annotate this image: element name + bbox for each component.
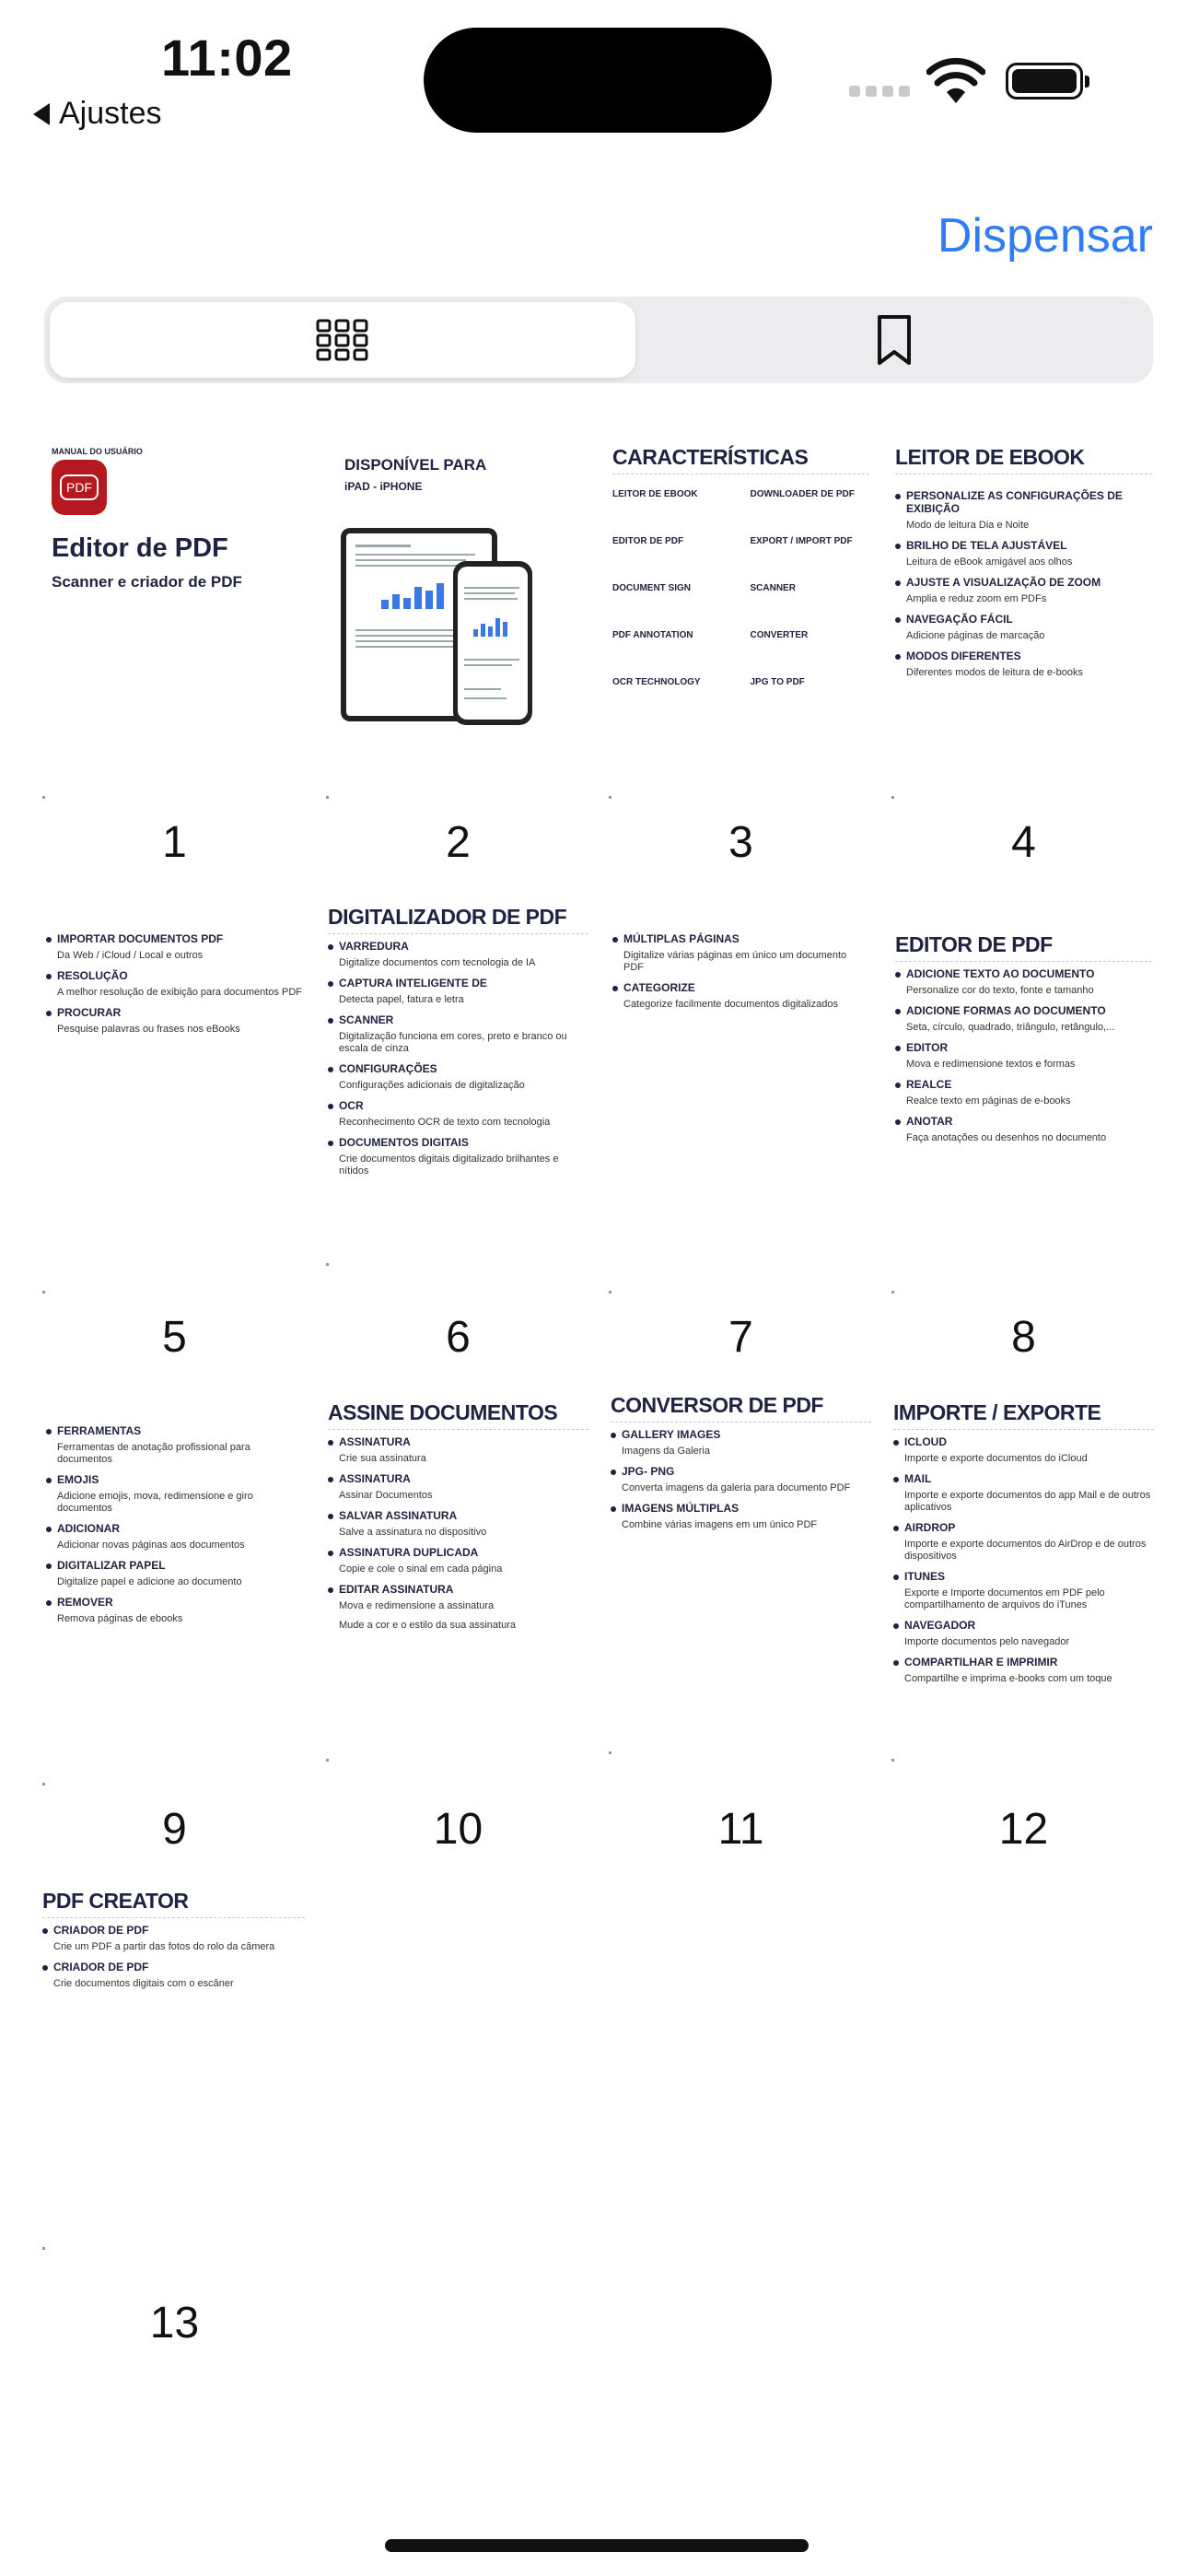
- bullet-item: [611, 1502, 871, 1515]
- bullet-heading: COMPARTILHAR E IMPRIMIR: [904, 1656, 1058, 1669]
- bullet-heading: ASSINATURA DUPLICADA: [339, 1546, 479, 1559]
- bullet-item: [612, 981, 869, 994]
- bullet-heading: PROCURAR: [57, 1006, 122, 1019]
- page-title: CARACTERÍSTICAS: [612, 445, 869, 474]
- bullet-text: Detecta papel, fatura e letra: [339, 994, 464, 1005]
- page-thumbnail-2[interactable]: [317, 438, 600, 867]
- page-thumbnail-9[interactable]: [33, 1424, 316, 1854]
- page-number: 6: [446, 1313, 471, 1362]
- bullet-text: Configurações adicionais de digitalização: [339, 1080, 525, 1091]
- bullet-heading: JPG- PNG: [622, 1465, 675, 1478]
- bullet-heading: IMPORTAR DOCUMENTOS PDF: [57, 932, 224, 945]
- bullet-item: [611, 1465, 871, 1478]
- bullet-text: Crie um PDF a partir das fotos do rolo da câmera: [53, 1941, 275, 1952]
- page-title: CONVERSOR DE PDF: [611, 1393, 871, 1423]
- bullet-item: [328, 1435, 588, 1448]
- page-number: 5: [162, 1313, 187, 1362]
- bullet-item: [46, 1473, 303, 1486]
- bullet-heading: RESOLUÇÃO: [57, 969, 128, 982]
- bookmark-icon: [876, 313, 913, 367]
- bullet-heading: SALVAR ASSINATURA: [339, 1509, 458, 1522]
- bullet-text: Realce texto em páginas de e-books: [906, 1095, 1071, 1107]
- page-thumbnail-3[interactable]: [600, 438, 882, 867]
- page-title: PDF CREATOR: [42, 1889, 305, 1918]
- bullet-heading: SCANNER: [339, 1013, 394, 1026]
- page-number: 13: [149, 2299, 200, 2348]
- home-indicator[interactable]: [385, 2539, 809, 2552]
- bullet-heading: BRILHO DE TELA AJUSTÁVEL: [906, 539, 1067, 552]
- bullet-heading: ITUNES: [904, 1570, 946, 1583]
- page-thumbnail-5[interactable]: [33, 932, 316, 1362]
- bullet-heading: AIRDROP: [904, 1521, 956, 1534]
- bullet-heading: NAVEGAÇÃO FÁCIL: [906, 613, 1013, 626]
- bullet-text: Adicionar novas páginas aos documentos: [57, 1540, 245, 1551]
- bullet-text: Seta, círculo, quadrado, triângulo, retângulo,...: [906, 1022, 1115, 1033]
- grid-view-tab[interactable]: [50, 302, 635, 378]
- bullet-item: [895, 1041, 1152, 1054]
- bullet-item: [46, 1006, 303, 1019]
- bullet-item: [328, 1099, 588, 1112]
- bullet-text: Adicione emojis, mova, redimensione e giro documentos: [57, 1491, 253, 1514]
- pdf-app-logo: [52, 460, 107, 515]
- cover-subtitle: Scanner e criador de PDF: [52, 573, 242, 591]
- bullet-item: [328, 1472, 588, 1485]
- page-number: 7: [728, 1313, 753, 1362]
- page-preview: [317, 905, 600, 1273]
- page-preview: [33, 1424, 316, 1793]
- grid-icon: [316, 319, 369, 361]
- bullet-heading: ASSINATURA: [339, 1472, 411, 1485]
- bullet-item: [46, 969, 303, 982]
- page-number: 8: [1011, 1313, 1036, 1362]
- back-label: Ajustes: [59, 96, 162, 131]
- bullet-item: [46, 1596, 303, 1609]
- bullet-heading: PERSONALIZE AS CONFIGURAÇÕES DE EXIBIÇÃO: [906, 489, 1123, 515]
- bullet-text: Importe e exporte documentos do app Mail e de outros aplicativos: [904, 1490, 1151, 1513]
- page-thumbnail-8[interactable]: [882, 932, 1165, 1362]
- bullet-heading: NAVEGADOR: [904, 1619, 976, 1632]
- dismiss-button[interactable]: Dispensar: [937, 209, 1153, 263]
- bullet-text: Imagens da Galeria: [622, 1446, 710, 1457]
- bullet-text: Categorize facilmente documentos digitalizados: [623, 999, 838, 1010]
- page-thumbnail-1[interactable]: [33, 438, 316, 867]
- bullet-item: [46, 932, 303, 945]
- bullet-text: Digitalização funciona em cores, preto e branco ou escala de cinza: [339, 1031, 567, 1054]
- bullet-heading: DOCUMENTOS DIGITAIS: [339, 1136, 469, 1149]
- page-thumbnail-4[interactable]: [882, 438, 1165, 867]
- bullet-heading: MAIL: [904, 1472, 932, 1485]
- bullet-text: A melhor resolução de exibição para documentos PDF: [57, 987, 302, 998]
- page-title: IMPORTE / EXPORTE: [893, 1400, 1154, 1430]
- bullet-item: [328, 1013, 588, 1026]
- page-preview: [600, 932, 882, 1301]
- feature-label: EXPORT / IMPORT PDF: [750, 536, 853, 546]
- feature-label: PDF ANNOTATION: [612, 630, 693, 640]
- page-preview: [317, 1400, 600, 1769]
- bullet-text: Digitalize várias páginas em único um documento PDF: [623, 950, 847, 973]
- bullet-item: [42, 1924, 305, 1937]
- page-thumbnail-6[interactable]: [317, 905, 600, 1362]
- page-number: 2: [446, 818, 471, 867]
- bullet-text: Adicione páginas de marcação: [906, 630, 1045, 641]
- dynamic-island: [424, 28, 772, 133]
- bullet-text: Crie documentos digitais com o escâner: [53, 1978, 234, 1989]
- bullet-text: Assinar Documentos: [339, 1490, 433, 1501]
- bullet-item: [46, 1424, 303, 1437]
- bullet-text: Mova e redimensione textos e formas: [906, 1059, 1076, 1070]
- bullet-text: Digitalize papel e adicione ao documento: [57, 1576, 242, 1587]
- bullet-item: [328, 1546, 588, 1559]
- bullet-item: [328, 1583, 588, 1596]
- page-preview: [600, 1393, 882, 1762]
- page-title: DISPONÍVEL PARA: [344, 456, 487, 474]
- bullet-item: [328, 1062, 588, 1075]
- page-preview: [33, 1889, 316, 2257]
- bullet-item: [895, 1115, 1152, 1128]
- bullet-text: Copie e cole o sinal em cada página: [339, 1563, 503, 1575]
- devices-illustration: [335, 521, 575, 732]
- page-thumbnail-10[interactable]: [317, 1400, 600, 1854]
- bullet-heading: EDITAR ASSINATURA: [339, 1583, 454, 1596]
- bullet-heading: REALCE: [906, 1078, 952, 1091]
- back-to-settings-link[interactable]: [33, 96, 162, 132]
- page-number: 9: [162, 1805, 187, 1854]
- page-thumbnail-12[interactable]: [882, 1400, 1165, 1854]
- bullet-heading: DIGITALIZAR PAPEL: [57, 1559, 166, 1572]
- bullet-heading: CONFIGURAÇÕES: [339, 1062, 437, 1075]
- bullet-text: Salve a assinatura no dispositivo: [339, 1527, 487, 1538]
- bullet-heading: EDITOR: [906, 1041, 949, 1054]
- feature-label: LEITOR DE EBOOK: [612, 489, 698, 499]
- page-title: ASSINE DOCUMENTOS: [328, 1400, 588, 1430]
- bullet-item: [895, 650, 1152, 662]
- bullet-heading: MÚLTIPLAS PÁGINAS: [623, 932, 740, 945]
- bullet-text: Importe e exporte documentos do iCloud: [904, 1453, 1088, 1464]
- bullet-heading: ASSINATURA: [339, 1435, 411, 1448]
- bullet-heading: CRIADOR DE PDF: [53, 1924, 149, 1937]
- bullet-heading: EMOJIS: [57, 1473, 99, 1486]
- bullet-heading: ADICIONAR: [57, 1522, 120, 1535]
- bullet-item: [895, 967, 1152, 980]
- wifi-icon: [926, 57, 985, 105]
- bullet-heading: MODOS DIFERENTES: [906, 650, 1021, 662]
- bullet-text: Combine várias imagens em um único PDF: [622, 1519, 818, 1530]
- bullet-item: [895, 576, 1152, 589]
- page-subtitle: iPAD - iPHONE: [344, 480, 423, 493]
- bullet-item: [893, 1435, 1154, 1448]
- bullet-heading: ANOTAR: [906, 1115, 953, 1128]
- bullet-text: Compartilhe e imprima e-books com um toque: [904, 1673, 1112, 1684]
- bullet-text: Faça anotações ou desenhos no documento: [906, 1132, 1107, 1143]
- bullet-item: [42, 1961, 305, 1973]
- page-number: 11: [717, 1805, 764, 1854]
- bullet-text: Mova e redimensione a assinatura: [339, 1600, 495, 1611]
- page-thumbnail-11[interactable]: [600, 1393, 882, 1854]
- page-number: 1: [162, 818, 187, 867]
- bullet-heading: GALLERY IMAGES: [622, 1428, 721, 1441]
- bullet-item: [328, 977, 588, 989]
- page-thumbnail-7[interactable]: [600, 932, 882, 1362]
- page-thumbnail-13[interactable]: [33, 1889, 316, 2348]
- feature-label: JPG TO PDF: [750, 677, 805, 687]
- bullet-item: [895, 1004, 1152, 1017]
- page-number: 10: [433, 1805, 483, 1854]
- bullet-heading: VARREDURA: [339, 940, 409, 953]
- bullet-heading: ADICIONE FORMAS AO DOCUMENTO: [906, 1004, 1106, 1017]
- page-preview: [317, 438, 600, 806]
- bullet-text: Converta imagens da galeria para documento PDF: [622, 1482, 851, 1493]
- bullet-item: [611, 1428, 871, 1441]
- bullet-item: [328, 1509, 588, 1522]
- bullet-item: [612, 932, 869, 945]
- page-preview: [882, 932, 1165, 1301]
- bullet-heading: CAPTURA INTELIGENTE DE: [339, 977, 487, 989]
- bullet-text: Diferentes modos de leitura de e-books: [906, 667, 1083, 678]
- bullet-text: Crie sua assinatura: [339, 1453, 426, 1464]
- bullet-text: Reconhecimento OCR de texto com tecnologia: [339, 1117, 551, 1128]
- bullet-heading: ADICIONE TEXTO AO DOCUMENTO: [906, 967, 1095, 980]
- bullet-text: Ferramentas de anotação profissional para documentos: [57, 1442, 250, 1465]
- page-number: 4: [1011, 818, 1036, 867]
- feature-label: DOWNLOADER DE PDF: [750, 489, 855, 499]
- back-arrow-icon: [33, 103, 50, 125]
- bullet-text: Pesquise palavras ou frases nos eBooks: [57, 1024, 240, 1035]
- bullet-heading: REMOVER: [57, 1596, 113, 1609]
- bullet-item: [46, 1559, 303, 1572]
- bullet-item: [895, 1078, 1152, 1091]
- bullet-heading: IMAGENS MÚLTIPLAS: [622, 1502, 740, 1515]
- status-time: 11:02: [161, 29, 293, 87]
- bullet-item: [893, 1656, 1154, 1669]
- bullet-heading: ICLOUD: [904, 1435, 947, 1448]
- bullet-heading: OCR: [339, 1099, 364, 1112]
- bullet-item: [895, 613, 1152, 626]
- bullet-heading: AJUSTE A VISUALIZAÇÃO DE ZOOM: [906, 576, 1101, 589]
- page-preview: [33, 932, 316, 1301]
- bullet-text: Modo de leitura Dia e Noite: [906, 520, 1030, 531]
- bullet-item: [893, 1619, 1154, 1632]
- page-title: LEITOR DE EBOOK: [895, 445, 1152, 474]
- cover-title: Editor de PDF: [52, 533, 228, 563]
- page-title: EDITOR DE PDF: [895, 932, 1152, 962]
- cellular-signal-icon: [849, 86, 910, 97]
- feature-label: SCANNER: [750, 583, 796, 593]
- bullet-item: [895, 489, 1152, 515]
- page-preview: [33, 438, 316, 806]
- battery-icon: [1006, 63, 1083, 100]
- bullet-item: [893, 1521, 1154, 1534]
- bullet-text: Remova páginas de ebooks: [57, 1613, 183, 1624]
- manual-label: MANUAL DO USUÁRIO: [52, 447, 143, 456]
- bullet-item: [328, 1136, 588, 1149]
- bullet-heading: FERRAMENTAS: [57, 1424, 142, 1437]
- bullet-text: Da Web / iCloud / Local e outros: [57, 950, 204, 961]
- bullet-heading: CRIADOR DE PDF: [53, 1961, 149, 1973]
- bullet-item: [895, 539, 1152, 552]
- bullet-item: [46, 1522, 303, 1535]
- view-segmented-control: [44, 297, 1153, 383]
- bullet-text: Crie documentos digitais digitalizado brilhantes e nítidos: [339, 1153, 559, 1177]
- feature-label: EDITOR DE PDF: [612, 536, 684, 546]
- page-title: DIGITALIZADOR DE PDF: [328, 905, 588, 934]
- bullet-item: [328, 940, 588, 953]
- bullet-text: Importe documentos pelo navegador: [904, 1636, 1070, 1647]
- bullet-heading: CATEGORIZE: [623, 981, 695, 994]
- bullet-text: Personalize cor do texto, fonte e tamanho: [906, 985, 1094, 996]
- page-number: 12: [998, 1805, 1049, 1854]
- features-grid: [612, 489, 869, 687]
- page-preview: [600, 438, 882, 806]
- bullet-text: Leitura de eBook amigável aos olhos: [906, 556, 1073, 568]
- bullet-text: Digitalize documentos com tecnologia de IA: [339, 957, 536, 968]
- page-preview: [882, 438, 1165, 806]
- bullet-text: Amplia e reduz zoom em PDFs: [906, 593, 1047, 604]
- bullet-text: Importe e exporte documentos do AirDrop e de outros dispositivos: [904, 1539, 1147, 1562]
- feature-label: CONVERTER: [750, 630, 809, 640]
- bookmarks-tab[interactable]: [641, 302, 1147, 378]
- pdf-logo-text: PDF: [60, 474, 99, 500]
- feature-label: OCR TECHNOLOGY: [612, 677, 701, 687]
- bullet-item: [893, 1472, 1154, 1485]
- bullet-item: [893, 1570, 1154, 1583]
- bullet-text: Mude a cor e o estilo da sua assinatura: [339, 1620, 517, 1631]
- page-number: 3: [728, 818, 753, 867]
- page-preview: [882, 1400, 1165, 1769]
- feature-label: DOCUMENT SIGN: [612, 583, 691, 593]
- bullet-text: Exporte e Importe documentos em PDF pelo compartilhamento de arquivos do iTunes: [904, 1587, 1105, 1610]
